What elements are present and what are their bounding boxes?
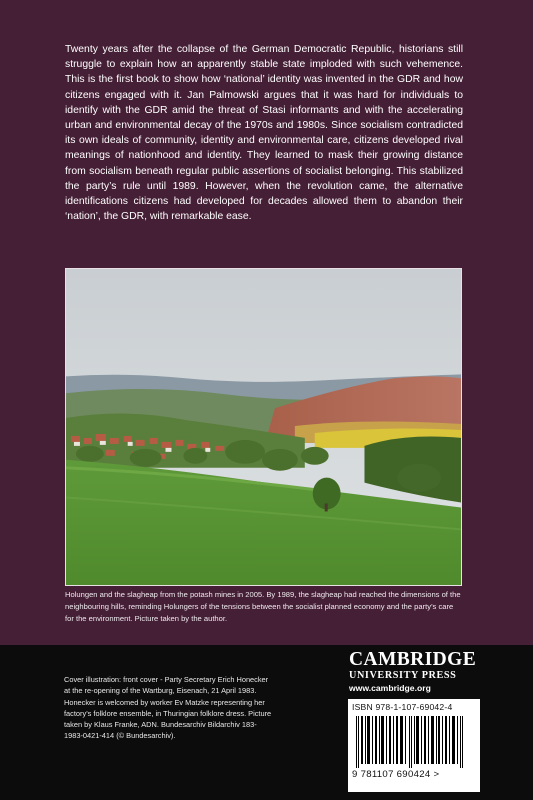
publisher-name: CAMBRIDGE (349, 649, 477, 670)
publisher-logo (349, 650, 499, 694)
cover-illustration-credit: Cover illustration: front cover - Party Secretary Erich Honecker at the re-opening of the Wartburg, Eisenach, 21 April 1983. Honecker is welcomed by worker Ev Matzke representing her factory’s folklore ensemble, in Thuringian folklore dress. Picture taken by Klaus Franke, ADN. Bundesarchiv Bildarchiv 183-1983-0421-414 (© Bundesarchiv). (64, 675, 272, 741)
isbn-barcode-box (348, 699, 480, 792)
landscape-photo-illustration (66, 269, 461, 585)
book-blurb: Twenty years after the collapse of the German Democratic Republic, historians still struggle to explain how an apparently stable state imploded with such vehemence. This is the first book to show how ‘national’ identity was invented in the GDR and how citizens engaged with it. Jan Palmowski argues that it was hard for individuals to identify with the GDR amid the threat of Stasi informants and with the accelerating urban and environmental decay of the 1970s and 1980s. Since socialism contradicted its own ideals of community, identity and environmental care, citizens developed rival meanings of nationhood and identity. They learned to mask their growing distance from socialism beneath regular public assertions of socialist belonging. This stabilized the party’s rule until 1989. However, when the revolution came, the alternative identifications citizens had developed for decades allowed them to abandon their ‘nation’, the GDR, with remarkable ease. (65, 44, 463, 223)
footer-band (0, 645, 533, 800)
landscape-photo (65, 268, 462, 586)
publisher-url: www.cambridge.org (349, 683, 431, 693)
barcode-digits: 9 781107 690424 > (352, 769, 440, 780)
photo-caption: Holungen and the slagheap from the potash mines in 2005. By 1989, the slagheap had reached the dimensions of the neighbouring hills, reminding Holungers of the tensions between the socialist planned economy and the party’s care for the environment. Picture taken by the author. (65, 590, 461, 623)
barcode-icon (352, 716, 476, 768)
isbn-number: ISBN 978-1-107-69042-4 (352, 702, 453, 712)
publisher-subtitle: UNIVERSITY PRESS (349, 670, 457, 681)
